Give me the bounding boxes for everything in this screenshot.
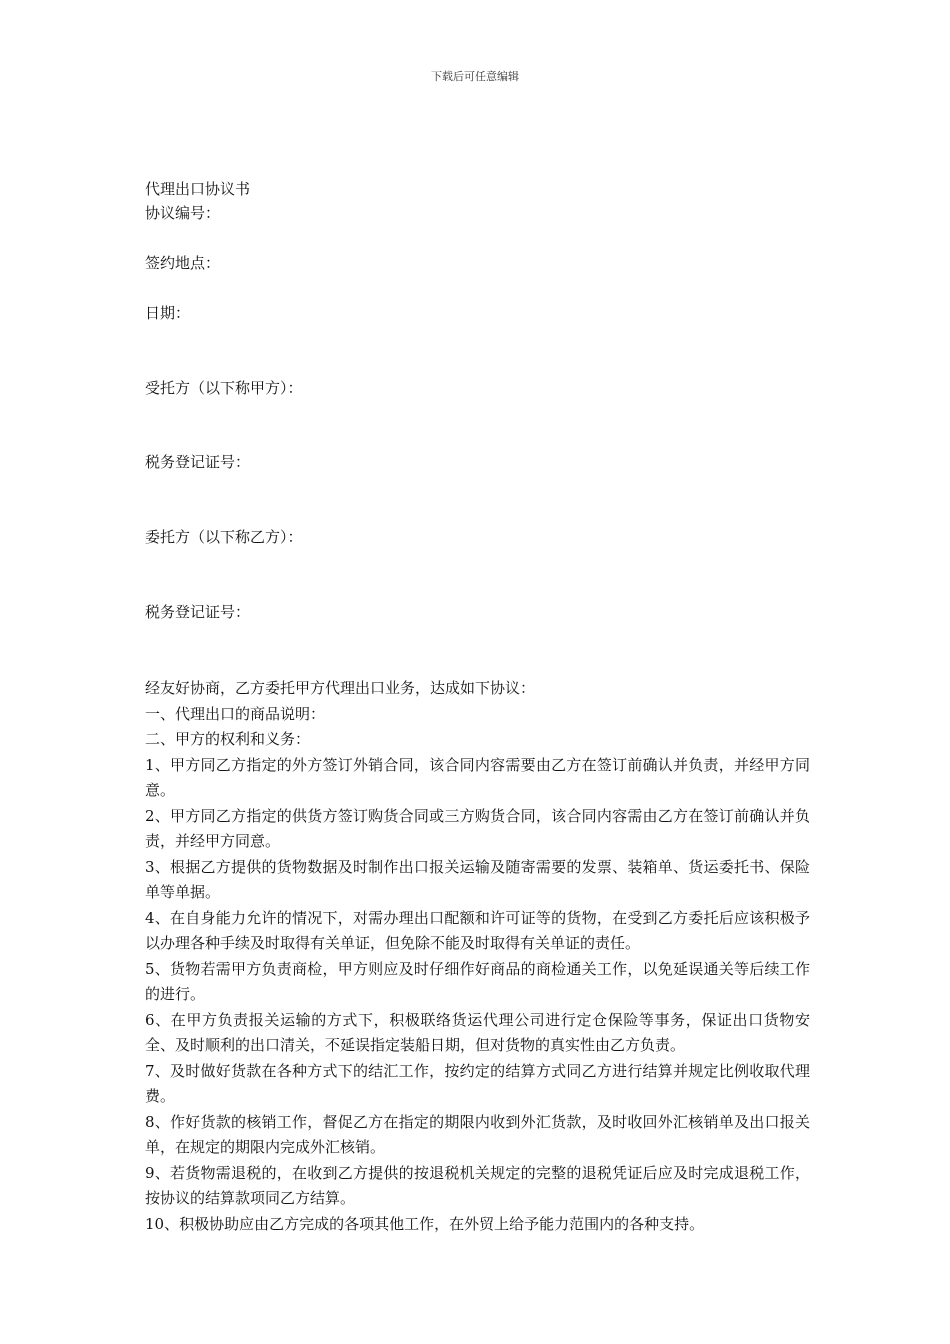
clause-item: 10、积极协助应由乙方完成的各项其他工作，在外贸上给予能力范围内的各种支持。 — [145, 1214, 705, 1233]
signing-place-field: 签约地点： — [145, 254, 221, 272]
clause-item: 9、若货物需退税的，在收到乙方提供的按退税机关规定的完整的退税凭证后应及时完成退税工作，按协议的结算款项同乙方结算。 — [145, 1163, 810, 1207]
document-title: 代理出口协议书 — [145, 180, 251, 198]
clause-item: 8、作好货款的核销工作，督促乙方在指定的期限内收到外汇货款，及时收回外汇核销单及出口报关单，在规定的期限内完成外汇核销。 — [145, 1112, 810, 1156]
clause-item: 2、甲方同乙方指定的供货方签订购货合同或三方购货合同，该合同内容需由乙方在签订前确认并负责，并经甲方同意。 — [145, 806, 810, 850]
section-heading-1: 一、代理出口的商品说明： — [145, 704, 326, 723]
clause-item: 5、货物若需甲方负责商检，甲方则应及时仔细作好商品的商检通关工作，以免延误通关等后续工作的进行。 — [145, 959, 810, 1003]
agreement-number-field: 协议编号： — [145, 204, 221, 222]
party-a-field: 受托方（以下称甲方）： — [145, 379, 303, 397]
clause-item: 1、甲方同乙方指定的外方签订外销合同，该合同内容需要由乙方在签订前确认并负责，并经甲方同意。 — [145, 755, 810, 799]
party-b-field: 委托方（以下称乙方）： — [145, 528, 303, 546]
clause-item: 3、根据乙方提供的货物数据及时制作出口报关运输及随寄需要的发票、装箱单、货运委托书、保险单等单据。 — [145, 857, 810, 901]
party-a-tax-number-field: 税务登记证号： — [145, 453, 251, 471]
clause-item: 4、在自身能力允许的情况下，对需办理出口配额和许可证等的货物，在受到乙方委托后应该积极予以办理各种手续及时取得有关单证，但免除不能及时取得有关单证的责任。 — [145, 908, 810, 952]
clause-item: 6、在甲方负责报关运输的方式下，积极联络货运代理公司进行定仓保险等事务，保证出口货物安全、及时顺利的出口清关，不延误指定装船日期，但对货物的真实性由乙方负责。 — [145, 1010, 810, 1054]
page-header-note: 下载后可任意编辑 — [431, 70, 519, 83]
intro-paragraph: 经友好协商，乙方委托甲方代理出口业务，达成如下协议： — [145, 679, 536, 697]
party-b-tax-number-field: 税务登记证号： — [145, 603, 251, 621]
date-field: 日期： — [145, 304, 191, 322]
agreement-body — [145, 676, 810, 1237]
section-heading-2: 二、甲方的权利和义务： — [145, 730, 311, 748]
clause-item: 7、及时做好货款在各种方式下的结汇工作，按约定的结算方式同乙方进行结算并规定比例收取代理费。 — [145, 1061, 810, 1105]
